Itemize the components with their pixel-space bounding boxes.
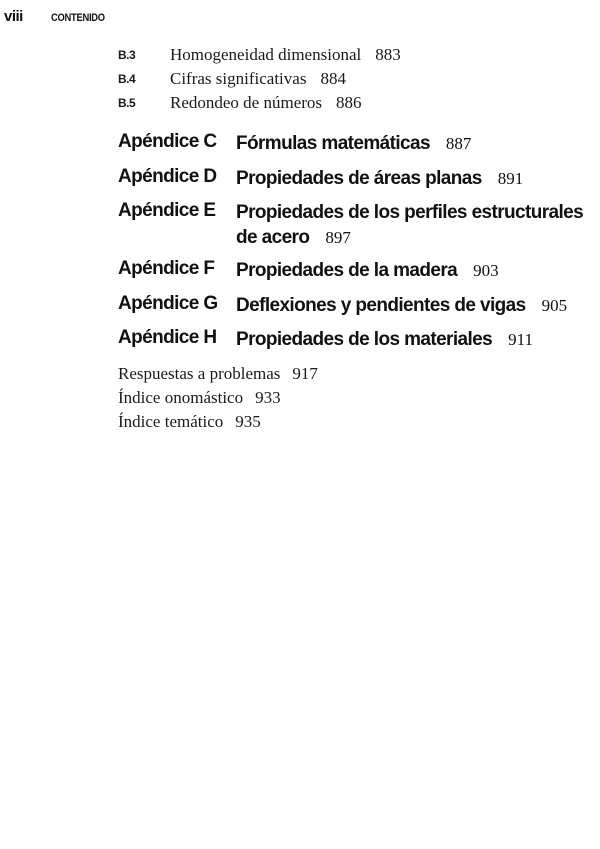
back-title: Índice temático (118, 412, 224, 431)
back-title: Índice onomástico (118, 388, 244, 407)
entry-code: B.4 (118, 72, 136, 86)
appendix-title: Propiedades de áreas planas (236, 168, 482, 189)
appendix-page: 905 (541, 296, 568, 315)
back-page: 935 (235, 412, 261, 431)
toc-back-indice-tematico[interactable] (118, 412, 261, 432)
appendix-title: Propiedades de los materiales (236, 329, 493, 350)
appendix-label: Apéndice F (118, 258, 215, 279)
entry-title: Cifras significativas (170, 69, 307, 88)
toc-back-indice-onomastico[interactable] (118, 388, 281, 408)
appendix-title: Propiedades de la madera (236, 260, 458, 281)
appendix-label: Apéndice G (118, 293, 218, 314)
entry-page: 884 (320, 69, 346, 88)
appendix-title: Deflexiones y pendientes de vigas (236, 295, 526, 316)
entry-title: Homogeneidad dimensional (170, 45, 362, 64)
appendix-page: 911 (508, 330, 533, 349)
entry-code: B.3 (118, 48, 136, 62)
back-title: Respuestas a problemas (118, 364, 281, 383)
appendix-title-continued: de acero (236, 227, 310, 248)
appendix-page: 887 (445, 134, 472, 153)
appendix-label: Apéndice H (118, 327, 217, 348)
back-page: 917 (292, 364, 318, 383)
section-title: CONTENIDO (51, 12, 106, 24)
entry-title: Redondeo de números (170, 93, 323, 112)
appendix-page: 891 (497, 169, 524, 188)
appendix-title: Propiedades de los perfiles estructurales (236, 202, 584, 223)
page-folio: viii (4, 8, 23, 25)
appendix-label: Apéndice E (118, 200, 216, 221)
appendix-title: Fórmulas matemáticas (236, 133, 430, 154)
entry-code: B.5 (118, 96, 136, 110)
back-page: 933 (255, 388, 281, 407)
running-head (4, 8, 115, 26)
appendix-page: 903 (473, 261, 499, 280)
toc-back-respuestas[interactable] (118, 364, 318, 384)
appendix-page: 897 (325, 228, 351, 247)
appendix-label: Apéndice C (118, 131, 217, 152)
appendix-label: Apéndice D (118, 166, 217, 187)
entry-page: 883 (375, 45, 401, 64)
entry-page: 886 (336, 93, 362, 112)
